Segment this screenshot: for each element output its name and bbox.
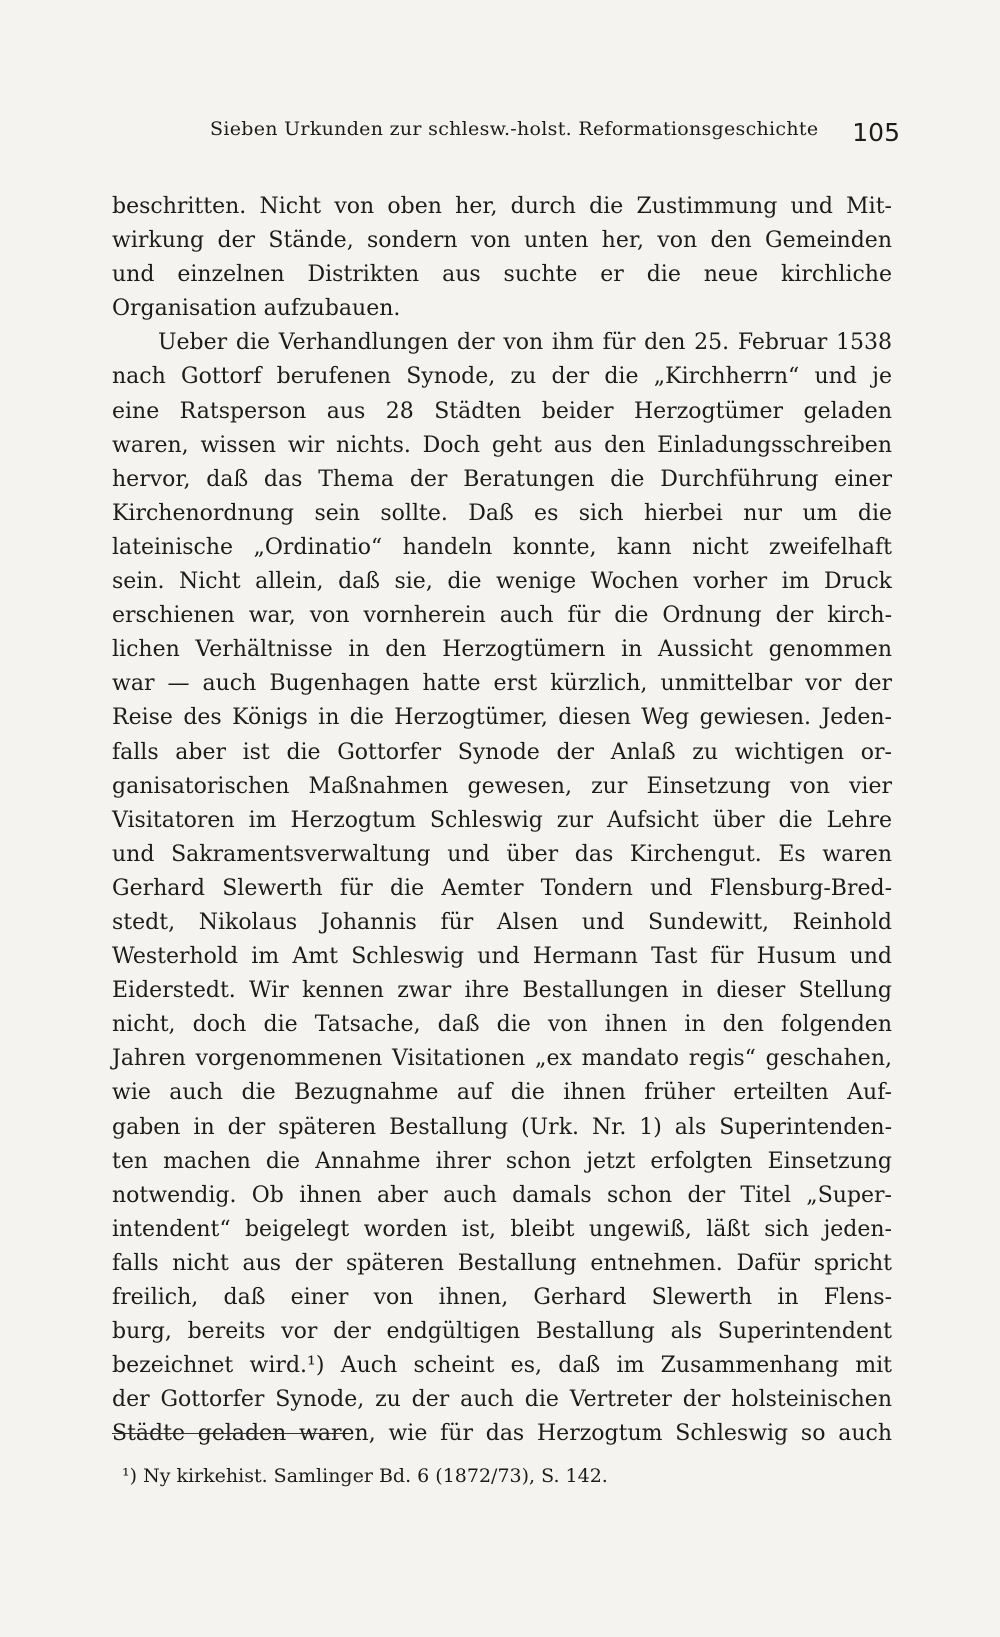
text-line: waren, wissen wir nichts. Doch geht aus den Einladungsschreiben xyxy=(112,432,892,458)
text-line: Ueber die Verhandlungen der von ihm für den 25. Februar 1538 xyxy=(158,330,892,356)
text-line: Jahren vorgenommenen Visitationen „ex mandato regis“ geschahen, xyxy=(112,1046,892,1072)
text-line: bezeichnet wird.¹) Auch scheint es, daß im Zusammenhang mit xyxy=(112,1353,892,1379)
text-line: wirkung der Stände, sondern von unten her, von den Gemeinden xyxy=(112,228,892,254)
text-line: Visitatoren im Herzogtum Schleswig zur Aufsicht über die Lehre xyxy=(112,807,892,833)
text-line: stedt, Nikolaus Johannis für Alsen und Sundewitt, Reinhold xyxy=(112,909,892,935)
text-line: ganisatorischen Maßnahmen gewesen, zur Einsetzung von vier xyxy=(112,773,892,799)
text-line: Eiderstedt. Wir kennen zwar ihre Bestallungen in dieser Stellung xyxy=(112,978,892,1004)
text-line: wie auch die Bezugnahme auf die ihnen früher erteilten Auf- xyxy=(112,1080,892,1106)
text-line: beschritten. Nicht von oben her, durch die Zustimmung und Mit- xyxy=(112,194,892,219)
text-line: lateinische „Ordinatio“ handeln konnte, kann nicht zweifelhaft xyxy=(112,534,892,560)
text-line: Westerhold im Amt Schleswig und Hermann Tast für Husum und xyxy=(112,944,892,970)
page-number: 105 xyxy=(852,118,900,147)
text-line: notwendig. Ob ihnen aber auch damals schon der Titel „Super- xyxy=(112,1182,892,1208)
running-title: Sieben Urkunden zur schlesw.-holst. Reformationsgeschichte xyxy=(210,118,819,140)
text-line: burg, bereits vor der endgültigen Bestallung als Superintendent xyxy=(112,1319,892,1345)
text-line: Organisation aufzubauen. xyxy=(112,296,401,322)
footnote-divider xyxy=(112,1433,344,1434)
text-line: falls aber ist die Gottorfer Synode der Anlaß zu wichtigen or- xyxy=(112,739,892,765)
text-line: gaben in der späteren Bestallung (Urk. Nr. 1) als Superintenden- xyxy=(112,1114,892,1140)
text-line: Städte geladen waren, wie für das Herzogtum Schleswig so auch xyxy=(112,1421,892,1447)
text-line: sein. Nicht allein, daß sie, die wenige Wochen vorher im Druck xyxy=(112,569,892,595)
text-line: ten machen die Annahme ihrer schon jetzt erfolgten Einsetzung xyxy=(112,1148,892,1174)
text-line: intendent“ beigelegt worden ist, bleibt ungewiß, läßt sich jeden- xyxy=(112,1216,892,1242)
text-line: der Gottorfer Synode, zu der auch die Vertreter der holsteinischen xyxy=(112,1387,892,1413)
text-line: freilich, daß einer von ihnen, Gerhard Slewerth in Flens- xyxy=(112,1285,892,1310)
text-line: hervor, daß das Thema der Beratungen die Durchführung einer xyxy=(112,466,892,492)
text-line: Reise des Königs in die Herzogtümer, diesen Weg gewiesen. Jeden- xyxy=(112,705,892,731)
footnote: ¹) Ny kirkehist. Samlinger Bd. 6 (1872/73), S. 142. xyxy=(122,1465,608,1487)
text-line: erschienen war, von vornherein auch für die Ordnung der kirch- xyxy=(112,603,892,629)
text-line: nach Gottorf berufenen Synode, zu der die „Kirchherrn“ und je xyxy=(112,364,892,390)
text-line: lichen Verhältnisse in den Herzogtümern in Aussicht genommen xyxy=(112,637,892,663)
text-line: falls nicht aus der späteren Bestallung entnehmen. Dafür spricht xyxy=(112,1250,892,1276)
text-line: Kirchenordnung sein sollte. Daß es sich hierbei nur um die xyxy=(112,500,892,526)
body-text xyxy=(112,190,892,1451)
text-line: Gerhard Slewerth für die Aemter Tondern und Flensburg-Bred- xyxy=(112,875,892,901)
text-line: eine Ratsperson aus 28 Städten beider Herzogtümer geladen xyxy=(112,398,892,424)
text-line: und Sakramentsverwaltung und über das Kirchengut. Es waren xyxy=(112,841,892,867)
text-line: und einzelnen Distrikten aus suchte er die neue kirchliche xyxy=(112,262,892,288)
text-line: nicht, doch die Tatsache, daß die von ihnen in den folgenden xyxy=(112,1012,892,1038)
text-line: war — auch Bugenhagen hatte erst kürzlich, unmittelbar vor der xyxy=(112,671,892,697)
